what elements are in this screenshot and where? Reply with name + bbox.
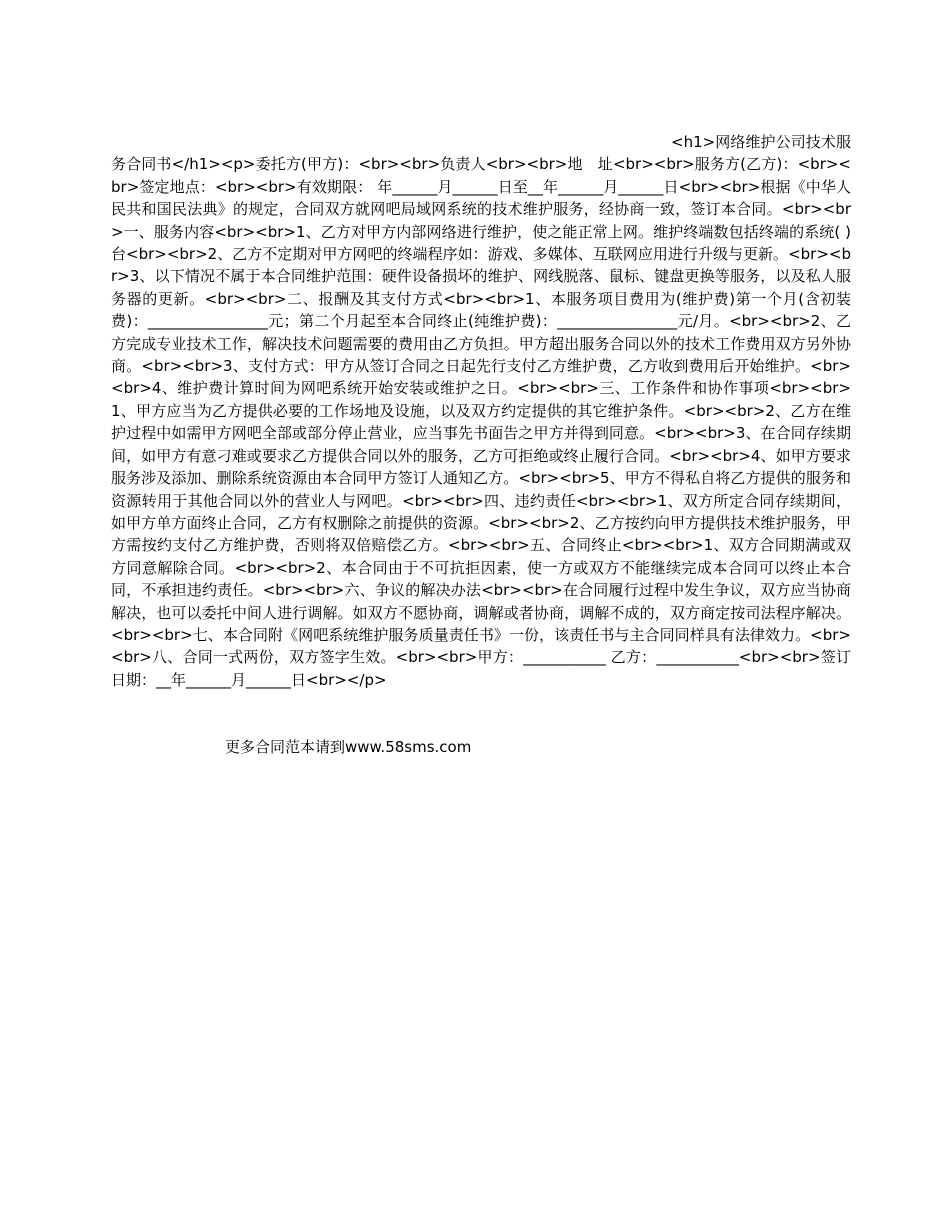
- footer-link-text: 更多合同范本请到www.58sms.com: [225, 738, 472, 756]
- contract-body-text: <h1>网络维护公司技术服务合同书</h1><p>委托方(甲方)：<br><br>负责人<br><br>地 址<br><br>服务方(乙方)：<br><br>签定地点：<br><br>有效期限： 年______月______日至__年______月______日<br><br>根据《中华人民共和国民法典》的规定，合同双方就网吧局域网系统的技术维护服务，经协商一致，签订本合同。<br><br>一、服务内容<br><br>1、乙方对甲方内部网络进行维护，使之能正常上网。维护终端数包括终端的系统( )台<br><br>2、乙方不定期对甲方网吧的终端程序如：游戏、多媒体、互联网应用进行升级与更新。<br><br>3、以下情况不属于本合同维护范围：硬件设备损坏的维护、网线脱落、鼠标、键盘更换等服务，以及私人服务器的更新。<br><br>二、报酬及其支付方式<br><br>1、本服务项目费用为(维护费)第一个月(含初装费)：________________元；第二个月起至本合同终止(纯维护费)：________________元/月。<br><br>2、乙方完成专业技术工作，解决技术问题需要的费用由乙方负担。甲方超出服务合同以外的技术工作费用双方另外协商。<br><br>3、支付方式：甲方从签订合同之日起先行支付乙方维护费，乙方收到费用后开始维护。<br><br>4、维护费计算时间为网吧系统开始安装或维护之日。<br><br>三、工作条件和协作事项<br><br>1、甲方应当为乙方提供必要的工作场地及设施，以及双方约定提供的其它维护条件。<br><br>2、乙方在维护过程中如需甲方网吧全部或部分停止营业，应当事先书面告之甲方并得到同意。<br><br>3、在合同存续期间，如甲方有意刁难或要求乙方提供合同以外的服务，乙方可拒绝或终止履行合同。<br><br>4、如甲方要求服务涉及添加、删除系统资源由本合同甲方签订人通知乙方。<br><br>5、甲方不得私自将乙方提供的服务和资源转用于其他合同以外的营业人与网吧。<br><br>四、违约责任<br><br>1、双方所定合同存续期间，如甲方单方面终止合同，乙方有权删除之前提供的资源。<br><br>2、乙方按约向甲方提供技术维护服务，甲方需按约支付乙方维护费，否则将双倍赔偿乙方。<br><br>五、合同终止<br><br>1、双方合同期满或双方同意解除合同。<br><br>2、本合同由于不可抗拒因素，使一方或双方不能继续完成本合同可以终止本合同，不承担违约责任。<br><br>六、争议的解决办法<br><br>在合同履行过程中发生争议，双方应当协商解决，也可以委托中间人进行调解。如双方不愿协商，调解或者协商，调解不成的，双方商定按司法程序解决。<br><br>七、本合同附《网吧系统维护服务质量责任书》一份，该责任书与主合同同样具有法律效力。<br><br>八、合同一式两份，双方签字生效。<br><br>甲方：___________ 乙方：___________<br><br>签订日期：__年______月______日<br></p>: [111, 133, 852, 689]
